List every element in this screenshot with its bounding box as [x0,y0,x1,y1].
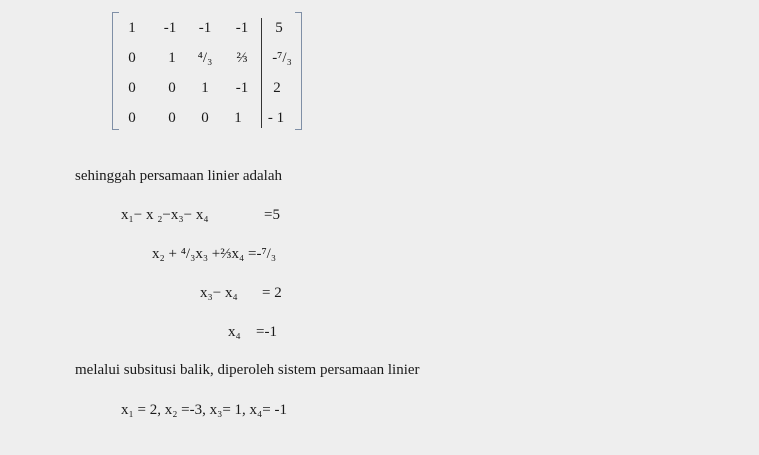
matrix-cell: -1 [235,20,249,36]
matrix-left-bracket [112,12,119,130]
augmented-matrix [112,8,302,128]
augment-divider [261,18,262,128]
matrix-cell: 2 [273,80,281,96]
matrix-cell: 1 [128,20,136,36]
matrix-right-bracket [295,12,302,130]
equation-2: x₂ + ⁴/₃x₃ +⅔x₄ =-⁷/₃ [152,246,277,262]
matrix-cell: -1 [198,20,212,36]
matrix-cell: 0 [128,110,136,126]
equation-1: x₁− x ₂−x₃− x₄ [121,207,209,223]
matrix-cell: 1 [234,110,242,126]
matrix-cell: ⅔ [236,50,248,66]
equation-3-rhs: = 2 [262,285,282,301]
matrix-cell: 1 [168,50,176,66]
matrix-cell: 5 [275,20,283,36]
matrix-cell: 0 [128,80,136,96]
equation-4-rhs: =-1 [256,324,277,340]
matrix-cell: ⁴/₃ [197,50,213,66]
matrix-cell: 1 [201,80,209,96]
matrix-cell: 0 [168,110,176,126]
intro-text: sehinggah persamaan linier adalah [75,168,282,184]
solution-line: x₁ = 2, x₂ =-3, x₃= 1, x₄= -1 [121,402,287,418]
matrix-cell: -1 [163,20,177,36]
equation-1-rhs: =5 [264,207,280,223]
matrix-cell: 0 [128,50,136,66]
outro-text: melalui subsitusi balik, diperoleh sistem persamaan linier [75,362,420,378]
matrix-cell: 0 [168,80,176,96]
matrix-cell: -1 [235,80,249,96]
equation-4: x₄ [228,324,241,340]
matrix-cell: -⁷/₃ [272,50,292,66]
matrix-cell: - 1 [267,110,285,126]
matrix-cell: 0 [201,110,209,126]
equation-3: x₃− x₄ [200,285,238,301]
